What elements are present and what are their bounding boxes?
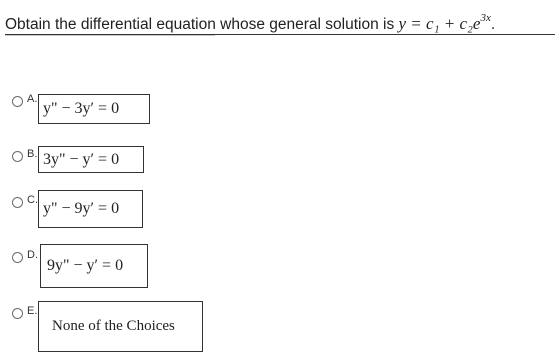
option-c-answer-box[interactable] [38,190,143,228]
option-e-radio[interactable] [12,308,23,319]
question-divider-shadow [5,35,215,36]
equation-body: y = c₁ + c₂e [398,14,481,33]
option-b-answer: 3y" − y′ = 0 [43,150,120,168]
option-b-answer-box[interactable] [38,146,144,173]
option-d-letter: D. [27,249,38,261]
option-a-letter: A. [27,93,38,105]
option-d-answer: 9y" − y′ = 0 [47,257,124,274]
question-suffix: . [490,16,496,33]
option-e-answer-box[interactable] [38,301,203,352]
option-c-answer: y" − 9y′ = 0 [43,200,120,217]
equation-exponent: 3x [480,12,491,24]
question-prefix: Obtain the differential equation whose general solution is [5,16,399,33]
question-equation [399,14,491,33]
option-b-letter: B. [27,148,38,160]
option-e-answer: None of the Choices [52,318,175,334]
question-text [5,8,495,35]
option-a-answer: y" − 3y′ = 0 [43,100,120,117]
option-c-letter: C. [27,194,38,206]
option-c-radio[interactable] [12,197,23,208]
option-b-radio[interactable] [12,151,23,162]
option-a-answer-box[interactable] [38,94,150,124]
option-e-letter: E. [27,305,38,317]
option-a-radio[interactable] [12,96,23,107]
option-d-answer-box[interactable] [40,244,148,288]
option-d-radio[interactable] [12,252,23,263]
